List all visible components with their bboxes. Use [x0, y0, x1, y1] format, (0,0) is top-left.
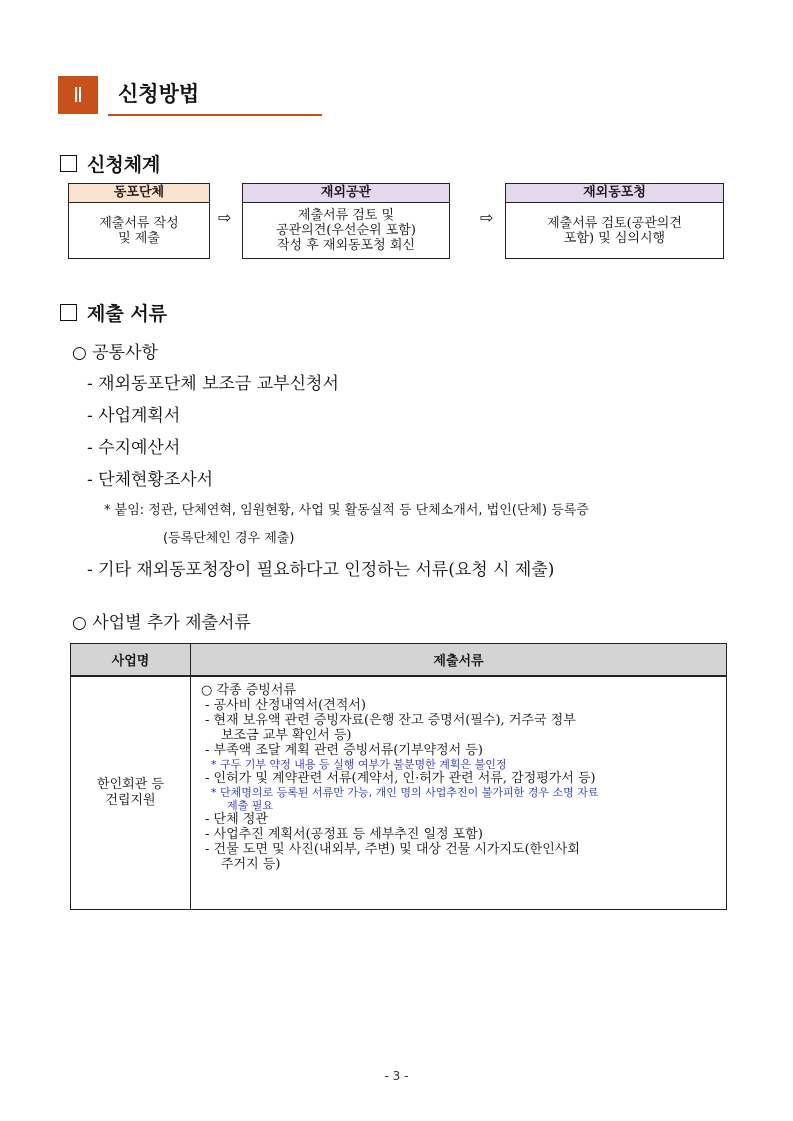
table-row: [71, 676, 727, 910]
flow-box-line: 제출서류 검토(공관의견: [547, 215, 682, 231]
blue-note: 제출 필요: [227, 799, 274, 812]
section-title: 신청방법: [118, 82, 200, 106]
doc-line: 주거지 등): [221, 857, 281, 872]
section-number: Ⅱ: [58, 76, 98, 114]
flow-box-body: [69, 203, 209, 258]
attachment-note: * 붙임: 정관, 단체연혁, 임원현황, 사업 및 활동실적 등 단체소개서, 법인(단체) 등록증: [104, 503, 589, 518]
flow-box-group: [68, 183, 210, 259]
blue-note: * 구두 기부 약정 내용 등 실행 여부가 불분명한 계획은 불인정: [211, 758, 507, 771]
checkbox-square-icon: [60, 155, 77, 172]
doc-item-last: - 기타 재외동포청장이 필요하다고 인정하는 서류(요청 시 제출): [87, 560, 555, 580]
flow-box-line: 제출서류 작성: [99, 215, 179, 231]
common-title: ○ 공통사항: [72, 343, 158, 363]
flow-box-line: 작성 후 재외동포청 회신: [277, 238, 415, 253]
flow-box-body: [506, 203, 723, 258]
doc-line: - 건물 도면 및 사진(내외부, 주변) 및 대상 건물 시가지도(한인사회: [205, 842, 580, 857]
table-header-business: 사업명: [71, 644, 191, 677]
blue-note: * 단체명의로 등록된 서류만 가능, 개인 명의 사업추진이 불가피한 경우 소명 자료: [211, 786, 599, 799]
doc-item: - 사업계획서: [87, 406, 181, 426]
table-header-documents: 제출서류: [191, 644, 727, 677]
flow-box-title: 재외동포청: [506, 184, 723, 203]
table-header-row: [71, 644, 727, 677]
checkbox-square-icon: [60, 304, 77, 321]
doc-line: - 단체 정관: [205, 812, 268, 827]
doc-item: - 재외동포단체 보조금 교부신청서: [87, 374, 339, 394]
flow-box-mission: [242, 183, 450, 259]
section-underline: [108, 114, 322, 116]
docs-heading: 제출 서류: [60, 299, 167, 326]
doc-line: - 공사비 산정내역서(견적서): [205, 698, 366, 713]
flow-box-line: 제출서류 검토 및: [297, 208, 395, 223]
doc-line: - 부족액 조달 계획 관련 증빙서류(기부약정서 등): [205, 743, 483, 758]
doc-line: ○ 각종 증빙서류: [201, 683, 296, 698]
business-name-cell: 한인회관 등 건립지원: [71, 676, 191, 910]
flow-box-line: 포함) 및 심의시행: [563, 230, 666, 246]
extra-title: ○ 사업별 추가 제출서류: [72, 613, 251, 633]
flow-box-body: [243, 203, 449, 258]
doc-line: - 현재 보유액 관련 증빙자료(은행 잔고 증명서(필수), 거주국 정부: [205, 713, 576, 728]
arrow-right-icon: ⇨: [480, 208, 494, 227]
flow-box-line: 공관의견(우선순위 포함): [276, 223, 416, 238]
attachment-note-cont: (등록단체인 경우 제출): [163, 531, 295, 546]
extra-docs-table: [70, 643, 727, 910]
doc-item: - 단체현황조사서: [87, 470, 214, 490]
flow-box-agency: [505, 183, 724, 259]
flow-box-title: 동포단체: [69, 184, 209, 203]
flow-heading: 신청체계: [60, 150, 160, 177]
doc-item: - 수지예산서: [87, 438, 181, 458]
arrow-right-icon: ⇨: [218, 208, 232, 227]
documents-cell: [191, 676, 727, 910]
flow-box-line: 및 제출: [118, 230, 160, 246]
flow-box-title: 재외공관: [243, 184, 449, 203]
doc-line: - 인허가 및 계약관련 서류(계약서, 인·허가 관련 서류, 감정평가서 등): [205, 771, 596, 786]
page-number: - 3 -: [384, 1069, 409, 1083]
doc-line: 보조금 교부 확인서 등): [221, 728, 352, 743]
doc-line: - 사업추진 계획서(공정표 등 세부추진 일정 포함): [205, 827, 483, 842]
